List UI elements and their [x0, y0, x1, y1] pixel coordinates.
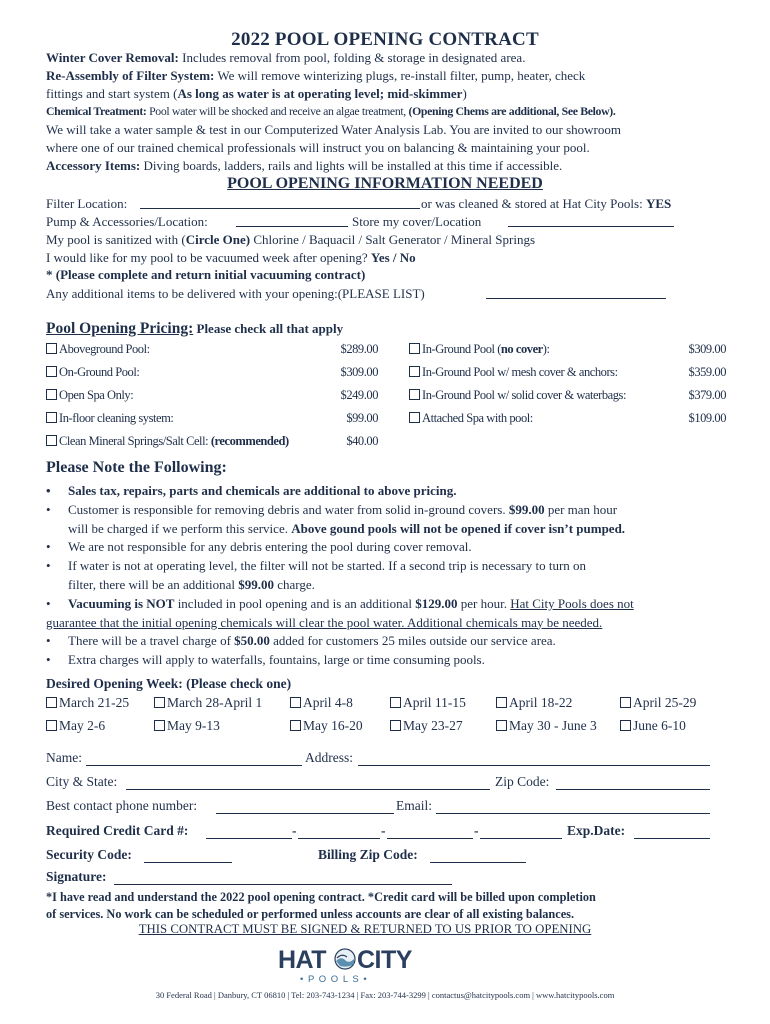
checkbox[interactable]: [409, 366, 420, 377]
checkbox[interactable]: [46, 366, 57, 377]
pricing-option-label: Aboveground Pool:: [59, 342, 150, 356]
sample-line-2: where one of our trained chemical professionals will instruct you on balancing & maintaining your pool.: [46, 140, 590, 155]
reassembly-text: We will remove winterizing plugs, re-install filter, pump, heater, check: [214, 68, 586, 83]
reassembly-label: Re-Assembly of Filter System:: [46, 68, 215, 83]
note-underline: Hat City Pools does not: [510, 595, 634, 611]
note-text: Customer is responsible for removing debris and water from solid in-ground covers.: [68, 501, 509, 517]
week-option[interactable]: [46, 695, 129, 711]
winter-text: Includes removal from pool, folding & storage in designated area.: [178, 50, 526, 65]
vacuum-yes-no[interactable]: Yes / No: [370, 250, 416, 265]
note-text: Sales tax, repairs, parts and chemicals are additional to above pricing.: [68, 483, 457, 498]
pricing-option-label: In-Ground Pool w/ mesh cover & anchors:: [422, 365, 618, 379]
chemical-text: Pool water will be shocked and receive an algae treatment,: [146, 104, 409, 118]
note-text: We are not responsible for any debris entering the pool during cover removal.: [68, 539, 472, 555]
checkbox[interactable]: [620, 720, 631, 731]
credit-card-field-3[interactable]: [387, 838, 473, 839]
pricing-option[interactable]: [409, 365, 618, 380]
name-label: Name:: [46, 750, 82, 765]
logo-wave-icon: [334, 948, 356, 970]
pricing-option-price: $289.00: [340, 342, 378, 356]
note-text: filter, there will be an additional: [68, 576, 239, 592]
pricing-option[interactable]: [409, 388, 626, 403]
reassembly-text-2: fittings and start system (: [46, 86, 178, 101]
cc-dash: -: [292, 823, 297, 838]
note-item: • Sales tax, repairs, parts and chemicals are additional to above pricing.: [46, 483, 457, 498]
vacuum-note: * (Please complete and return initial vacuuming contract): [46, 267, 366, 282]
note-text: included in pool opening and is an additional: [174, 595, 416, 611]
footer-contact: 30 Federal Road | Danbury, CT 06810 | Tel: 203-743-1234 | Fax: 203-744-3299 | contactus@hatcitypools.com | www.hatcitypools.com: [155, 990, 615, 1000]
weeks-heading: Desired Opening Week: (Please check one): [46, 676, 292, 691]
note-bold: Above gound pools will not be opened if cover isn’t pumped.: [291, 520, 626, 536]
credit-card-label: Required Credit Card #:: [46, 823, 189, 838]
email-label: Email:: [396, 798, 432, 813]
week-label: June 6-10: [633, 718, 686, 733]
note-text: There will be a travel charge of: [68, 633, 235, 649]
checkbox[interactable]: [154, 697, 165, 708]
security-code-label: Security Code:: [46, 847, 132, 862]
note-item: • Customer is responsible for removing debris and water from solid in-ground covers. $99.00 per man hour will be charged if we perform this service. Above gound pools will not be opened if cover isn’t pumped.: [46, 501, 626, 536]
address-field[interactable]: [358, 765, 710, 766]
week-label: May 23-27: [403, 718, 463, 733]
week-option[interactable]: [496, 695, 572, 711]
week-option[interactable]: [154, 695, 262, 711]
zip-label: Zip Code:: [495, 774, 550, 789]
note-item: • There will be a travel charge of $50.00 added for customers 25 miles outside our service area.: [46, 633, 556, 649]
pricing-option-label: In-floor cleaning system:: [59, 411, 174, 425]
store-cover-field[interactable]: [508, 226, 674, 227]
checkbox[interactable]: [496, 720, 507, 731]
reassembly-line-2: [46, 85, 467, 102]
week-label: May 30 - June 3: [509, 718, 597, 733]
additional-items-field[interactable]: [486, 298, 666, 299]
sanitized-line: [46, 231, 535, 248]
pricing-option-label: Clean Mineral Springs/Salt Cell:: [59, 434, 211, 448]
note-item: • If water is not at operating level, the filter will not be started. If a second trip is necessary to turn on filter, there will be an additional $99.00 charge.: [46, 558, 587, 592]
vacuum-question: [46, 249, 416, 266]
pricing-option[interactable]: [46, 388, 133, 403]
checkbox[interactable]: [409, 343, 420, 354]
note-price: $129.00: [415, 595, 458, 611]
checkbox[interactable]: [390, 697, 401, 708]
pricing-option-label: Open Spa Only:: [59, 388, 134, 402]
note-text: will be charged if we perform this service.: [68, 520, 292, 536]
agreement-line-1: *I have read and understand the 2022 pool opening contract. *Credit card will be billed upon completion: [46, 890, 596, 904]
note-price: $99.00: [508, 501, 545, 517]
filter-location-label: Filter Location:: [46, 196, 128, 211]
checkbox[interactable]: [409, 412, 420, 423]
cover-text: or was cleaned & stored at Hat City Pools:: [421, 196, 643, 211]
pricing-option-bold: no cover: [500, 342, 543, 356]
exp-date-label: Exp.Date:: [567, 823, 626, 838]
info-heading: POOL OPENING INFORMATION NEEDED: [227, 175, 543, 192]
pump-location-label: Pump & Accessories/Location:: [46, 214, 208, 229]
credit-card-field-4[interactable]: [480, 838, 562, 839]
cc-dash: -: [381, 823, 386, 838]
hat-city-pools-logo: [278, 944, 412, 988]
pricing-option-price: $99.00: [346, 411, 378, 425]
checkbox[interactable]: [154, 720, 165, 731]
pricing-option-price: $359.00: [688, 365, 726, 379]
accessory-label: Accessory Items:: [46, 158, 141, 173]
pricing-option-price: $109.00: [688, 411, 726, 425]
pricing-option[interactable]: [46, 342, 150, 357]
cover-stored-line: [421, 195, 671, 212]
week-option[interactable]: [290, 695, 353, 711]
note-text: If water is not at operating level, the filter will not be started. If a second trip is necessary to turn on: [68, 558, 587, 574]
checkbox[interactable]: [46, 697, 57, 708]
week-label: April 25-29: [633, 695, 697, 710]
pricing-option[interactable]: [46, 434, 289, 449]
phone-label: Best contact phone number:: [46, 798, 198, 813]
note-price: $50.00: [234, 633, 270, 649]
sample-line-1: We will take a water sample & test in our Computerized Water Analysis Lab. You are invited to our showroom: [46, 122, 621, 137]
note-text: per man hour: [544, 501, 618, 517]
pricing-option-price: $249.00: [340, 388, 378, 402]
checkbox[interactable]: [46, 343, 57, 354]
page-title: 2022 POOL OPENING CONTRACT: [231, 29, 539, 50]
pricing-heading: [46, 320, 343, 338]
pricing-option[interactable]: [46, 411, 173, 426]
additional-items-label: Any additional items to be delivered with your opening:(PLEASE LIST): [46, 286, 425, 301]
pricing-option-price: $309.00: [688, 342, 726, 356]
pricing-option-label: On-Ground Pool:: [59, 365, 140, 379]
pricing-option[interactable]: [409, 342, 550, 357]
phone-field[interactable]: [216, 813, 394, 814]
checkbox[interactable]: [46, 389, 57, 400]
note-price: $99.00: [238, 576, 274, 592]
pricing-subtitle: Please check all that apply: [193, 321, 344, 336]
agreement-line-2: of services. No work can be scheduled or performed unless accounts are clear of all existing balances.: [46, 907, 575, 921]
exp-date-field[interactable]: [634, 838, 710, 839]
checkbox[interactable]: [620, 697, 631, 708]
checkbox[interactable]: [46, 435, 57, 446]
address-label: Address:: [305, 750, 353, 765]
reassembly-line: [46, 67, 585, 84]
pricing-option[interactable]: [46, 365, 139, 380]
week-option[interactable]: [290, 718, 363, 734]
reassembly-end: ): [462, 86, 467, 101]
checkbox[interactable]: [496, 697, 507, 708]
email-field[interactable]: [436, 813, 710, 814]
note-item: • Extra charges will apply to waterfalls, fountains, large or time consuming pools.: [46, 652, 485, 668]
note-item: • Vacuuming is NOT included in pool opening and is an additional $129.00 per hour. Hat City Pools does not guarantee that the initial opening chemicals will clear the pool water. Additional chemicals may be needed.: [46, 595, 634, 630]
pump-location-field[interactable]: [236, 226, 348, 227]
chemical-bold: (Opening Chems are additional, See Below).: [408, 104, 616, 118]
week-option[interactable]: [496, 718, 597, 734]
logo-city: CITY: [357, 946, 412, 974]
logo-pools: • P O O L S •: [300, 974, 368, 985]
week-option[interactable]: [390, 718, 463, 734]
logo-hat: HAT: [278, 946, 327, 974]
note-item: • We are not responsible for any debris entering the pool during cover removal.: [46, 539, 472, 555]
store-cover-label: Store my cover/Location: [352, 214, 482, 229]
pricing-title: Pool Opening Pricing:: [46, 320, 194, 337]
sanitizer-options[interactable]: Chlorine / Baquacil / Salt Generator / Mineral Springs: [250, 232, 535, 247]
pricing-option-price: $309.00: [340, 365, 378, 379]
note-underline: guarantee that the initial opening chemicals will clear the pool water. Additional chemicals may be needed.: [46, 614, 603, 630]
name-field[interactable]: [86, 765, 302, 766]
pricing-option-price: $379.00: [688, 388, 726, 402]
week-option[interactable]: [620, 695, 696, 711]
city-state-label: City & State:: [46, 774, 118, 789]
filter-location-field[interactable]: [140, 208, 420, 209]
pricing-option-label: In-Ground Pool (: [422, 342, 501, 356]
week-label: April 18-22: [509, 695, 573, 710]
week-label: May 9-13: [167, 718, 220, 733]
city-state-field[interactable]: [126, 789, 490, 790]
cover-yes[interactable]: YES: [645, 196, 672, 211]
notes-heading: Please Note the Following:: [46, 459, 227, 476]
winter-cover-line: [46, 49, 525, 66]
sanitized-text: My pool is sanitized with (: [46, 232, 186, 247]
note-text: charge.: [273, 576, 315, 592]
security-code-field[interactable]: [144, 862, 232, 863]
reassembly-bold: As long as water is at operating level; mid-skimmer: [177, 86, 463, 101]
note-text: Extra charges will apply to waterfalls, fountains, large or time consuming pools.: [68, 652, 485, 668]
note-text: added for customers 25 miles outside our service area.: [269, 633, 556, 649]
week-option[interactable]: [46, 718, 105, 734]
week-label: May 2-6: [59, 718, 106, 733]
cc-dash: -: [474, 823, 479, 838]
week-label: May 16-20: [303, 718, 363, 733]
credit-card-field-1[interactable]: [206, 838, 292, 839]
checkbox[interactable]: [409, 389, 420, 400]
agreement-line-3: THIS CONTRACT MUST BE SIGNED & RETURNED TO US PRIOR TO OPENING: [138, 922, 592, 936]
checkbox[interactable]: [290, 697, 301, 708]
chemical-label: Chemical Treatment:: [46, 104, 147, 118]
billing-zip-label: Billing Zip Code:: [318, 847, 418, 862]
checkbox[interactable]: [390, 720, 401, 731]
signature-field[interactable]: [114, 884, 452, 885]
pricing-option-label: Attached Spa with pool:: [422, 411, 533, 425]
zip-field[interactable]: [556, 789, 710, 790]
circle-one: Circle One): [185, 232, 251, 247]
week-option[interactable]: [390, 695, 466, 711]
signature-label: Signature:: [46, 869, 107, 884]
week-option[interactable]: [154, 718, 220, 734]
note-text: per hour.: [457, 595, 511, 611]
pricing-option-bold: (recommended): [210, 434, 289, 448]
accessory-line: [46, 157, 562, 174]
pricing-option[interactable]: [409, 411, 533, 426]
pricing-option-label: In-Ground Pool w/ solid cover & waterbags:: [422, 388, 626, 402]
week-label: March 21-25: [59, 695, 130, 710]
checkbox[interactable]: [46, 412, 57, 423]
week-label: April 4-8: [303, 695, 353, 710]
winter-label: Winter Cover Removal:: [46, 50, 179, 65]
pricing-option-price: $40.00: [346, 434, 378, 448]
checkbox[interactable]: [46, 720, 57, 731]
checkbox[interactable]: [290, 720, 301, 731]
chemical-line: [46, 103, 615, 120]
accessory-text: Diving boards, ladders, rails and lights will be installed at this time if accessible.: [140, 158, 563, 173]
credit-card-field-2[interactable]: [298, 838, 380, 839]
notes-list: [46, 482, 736, 670]
week-option[interactable]: [620, 718, 686, 734]
note-bold: Vacuuming is NOT: [68, 595, 175, 611]
billing-zip-field[interactable]: [430, 862, 526, 863]
week-label: March 28-April 1: [167, 695, 263, 710]
vacuum-question-text: I would like for my pool to be vacuumed week after opening?: [46, 250, 368, 265]
week-label: April 11-15: [403, 695, 466, 710]
pricing-option-tail: ):: [542, 342, 550, 356]
